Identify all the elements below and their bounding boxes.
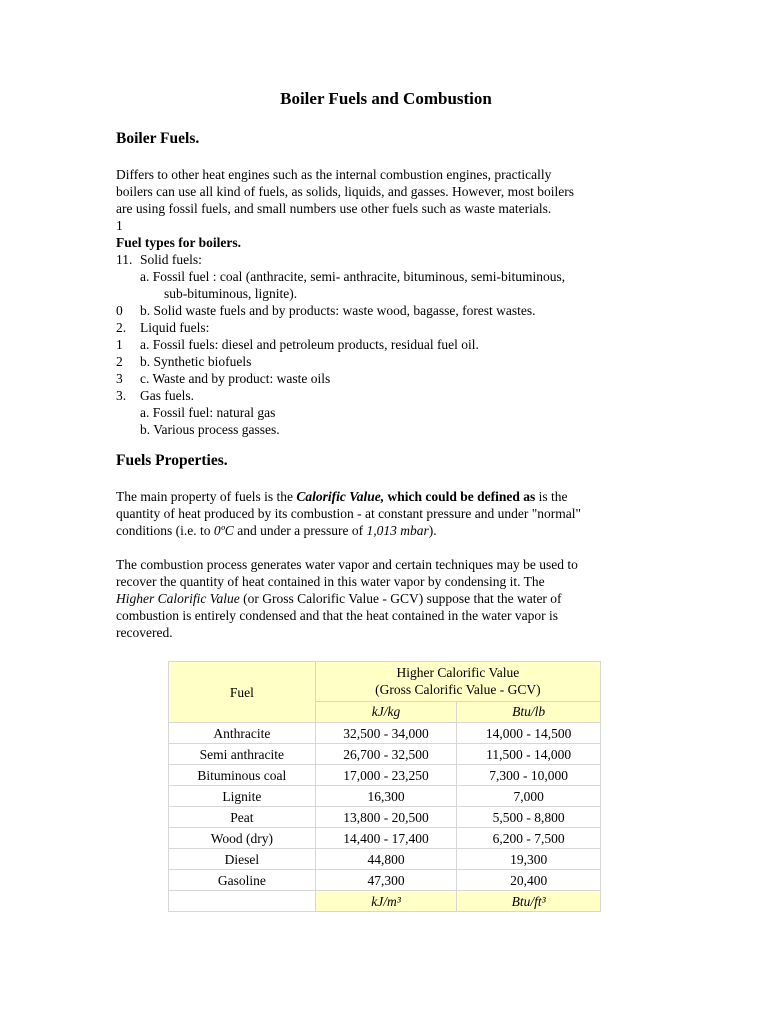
fuel-cell: Lignite bbox=[169, 786, 316, 807]
list-text: Liquid fuels: bbox=[140, 320, 210, 335]
list-text: b. Various process gasses. bbox=[140, 422, 280, 437]
section-heading-fuels-properties: Fuels Properties. bbox=[116, 452, 228, 469]
fuel-cell: Gasoline bbox=[169, 870, 316, 891]
kj-cell: 26,700 - 32,500 bbox=[315, 744, 457, 765]
paragraph-line: recovered. bbox=[116, 625, 173, 640]
table-row bbox=[169, 765, 601, 786]
list-text: a. Fossil fuel : coal (anthracite, semi- anthracite, bituminous, semi-bituminous, bbox=[140, 269, 566, 284]
list-number: 1 bbox=[116, 337, 123, 352]
hcv-header-line2: (Gross Calorific Value - GCV) bbox=[375, 682, 541, 698]
fuel-cell: Wood (dry) bbox=[169, 828, 316, 849]
table-row bbox=[169, 807, 601, 828]
kj-cell: 44,800 bbox=[315, 849, 457, 870]
section-heading-boiler-fuels: Boiler Fuels. bbox=[116, 130, 200, 147]
pressure-value: 1,013 mbar bbox=[366, 523, 429, 538]
paragraph-line bbox=[116, 488, 568, 505]
unit-header-kj: kJ/kg bbox=[315, 701, 457, 722]
list-text: b. Synthetic biofuels bbox=[140, 354, 252, 369]
btu-cell: 14,000 - 14,500 bbox=[457, 723, 601, 744]
text-run: and under a pressure of bbox=[233, 523, 367, 538]
hcv-term: Higher Calorific Value bbox=[116, 591, 240, 606]
table-row bbox=[169, 870, 601, 891]
list-text: Gas fuels. bbox=[140, 388, 194, 403]
table-row bbox=[169, 849, 601, 870]
text-run: is the bbox=[535, 489, 568, 504]
stray-number: 1 bbox=[116, 218, 123, 233]
list-text: b. Solid waste fuels and by products: waste wood, bagasse, forest wastes. bbox=[140, 303, 536, 318]
empty-cell bbox=[169, 891, 316, 912]
fuel-cell: Peat bbox=[169, 807, 316, 828]
text-run: ). bbox=[428, 523, 437, 538]
list-number: 3 bbox=[116, 371, 123, 386]
kj-cell: 32,500 - 34,000 bbox=[315, 723, 457, 744]
btu-cell: 20,400 bbox=[457, 870, 601, 891]
calorific-value-table bbox=[168, 661, 601, 912]
fuel-cell: Anthracite bbox=[169, 723, 316, 744]
fuel-types-heading: Fuel types for boilers. bbox=[116, 235, 241, 250]
text-run: (or Gross Calorific Value - GCV) suppose that the water of bbox=[239, 591, 562, 606]
unit-header-btu: Btu/lb bbox=[457, 701, 601, 722]
paragraph-line: are using fossil fuels, and small numbers use other fuels such as waste materials. bbox=[116, 201, 552, 216]
paragraph-line: combustion is entirely condensed and that the heat contained in the water vapor is bbox=[116, 608, 558, 623]
btu-cell: 7,300 - 10,000 bbox=[457, 765, 601, 786]
paragraph-line: recover the quantity of heat contained in this water vapor by condensing it. The bbox=[116, 574, 545, 589]
paragraph-line: boilers can use all kind of fuels, as solids, liquids, and gasses. However, most boilers bbox=[116, 184, 575, 199]
list-number: 11. bbox=[116, 252, 133, 267]
list-number: 3. bbox=[116, 388, 127, 403]
hcv-header bbox=[315, 662, 600, 702]
kj-cell: 47,300 bbox=[315, 870, 457, 891]
table-footer-row bbox=[169, 891, 601, 912]
list-text: Solid fuels: bbox=[140, 252, 202, 267]
list-text: sub-bituminous, lignite). bbox=[164, 286, 298, 301]
footer-unit-kj: kJ/m³ bbox=[315, 891, 457, 912]
hcv-header-line1: Higher Calorific Value bbox=[396, 665, 520, 681]
temperature-value: 0ºC bbox=[213, 523, 234, 538]
list-number: 2 bbox=[116, 354, 123, 369]
text-run: The main property of fuels is the bbox=[116, 489, 297, 504]
table-row bbox=[169, 786, 601, 807]
btu-cell: 6,200 - 7,500 bbox=[457, 828, 601, 849]
calorific-value-term: Calorific Value, bbox=[296, 489, 385, 504]
kj-cell: 16,300 bbox=[315, 786, 457, 807]
list-text: a. Fossil fuels: diesel and petroleum products, residual fuel oil. bbox=[140, 337, 479, 352]
table-row bbox=[169, 828, 601, 849]
fuel-header: Fuel bbox=[169, 662, 316, 723]
kj-cell: 17,000 - 23,250 bbox=[315, 765, 457, 786]
fuel-cell: Semi anthracite bbox=[169, 744, 316, 765]
list-text: c. Waste and by product: waste oils bbox=[140, 371, 331, 386]
footer-unit-btu: Btu/ft³ bbox=[457, 891, 601, 912]
table-row bbox=[169, 744, 601, 765]
text-run-bold: which could be defined as bbox=[384, 489, 536, 504]
page-title: Boiler Fuels and Combustion bbox=[280, 89, 492, 108]
btu-cell: 11,500 - 14,000 bbox=[457, 744, 601, 765]
fuel-cell: Diesel bbox=[169, 849, 316, 870]
list-number: 0 bbox=[116, 303, 123, 318]
paragraph-line bbox=[116, 590, 562, 607]
table-row bbox=[169, 723, 601, 744]
paragraph-line: quantity of heat produced by its combustion - at constant pressure and under "normal" bbox=[116, 506, 582, 521]
kj-cell: 14,400 - 17,400 bbox=[315, 828, 457, 849]
fuel-cell: Bituminous coal bbox=[169, 765, 316, 786]
btu-cell: 19,300 bbox=[457, 849, 601, 870]
paragraph-line bbox=[116, 522, 437, 539]
btu-cell: 5,500 - 8,800 bbox=[457, 807, 601, 828]
paragraph-line: The combustion process generates water vapor and certain techniques may be used to bbox=[116, 557, 578, 572]
text-run: conditions (i.e. to bbox=[116, 523, 214, 538]
paragraph-line: Differs to other heat engines such as the internal combustion engines, practically bbox=[116, 167, 552, 182]
kj-cell: 13,800 - 20,500 bbox=[315, 807, 457, 828]
list-number: 2. bbox=[116, 320, 127, 335]
list-text: a. Fossil fuel: natural gas bbox=[140, 405, 276, 420]
btu-cell: 7,000 bbox=[457, 786, 601, 807]
